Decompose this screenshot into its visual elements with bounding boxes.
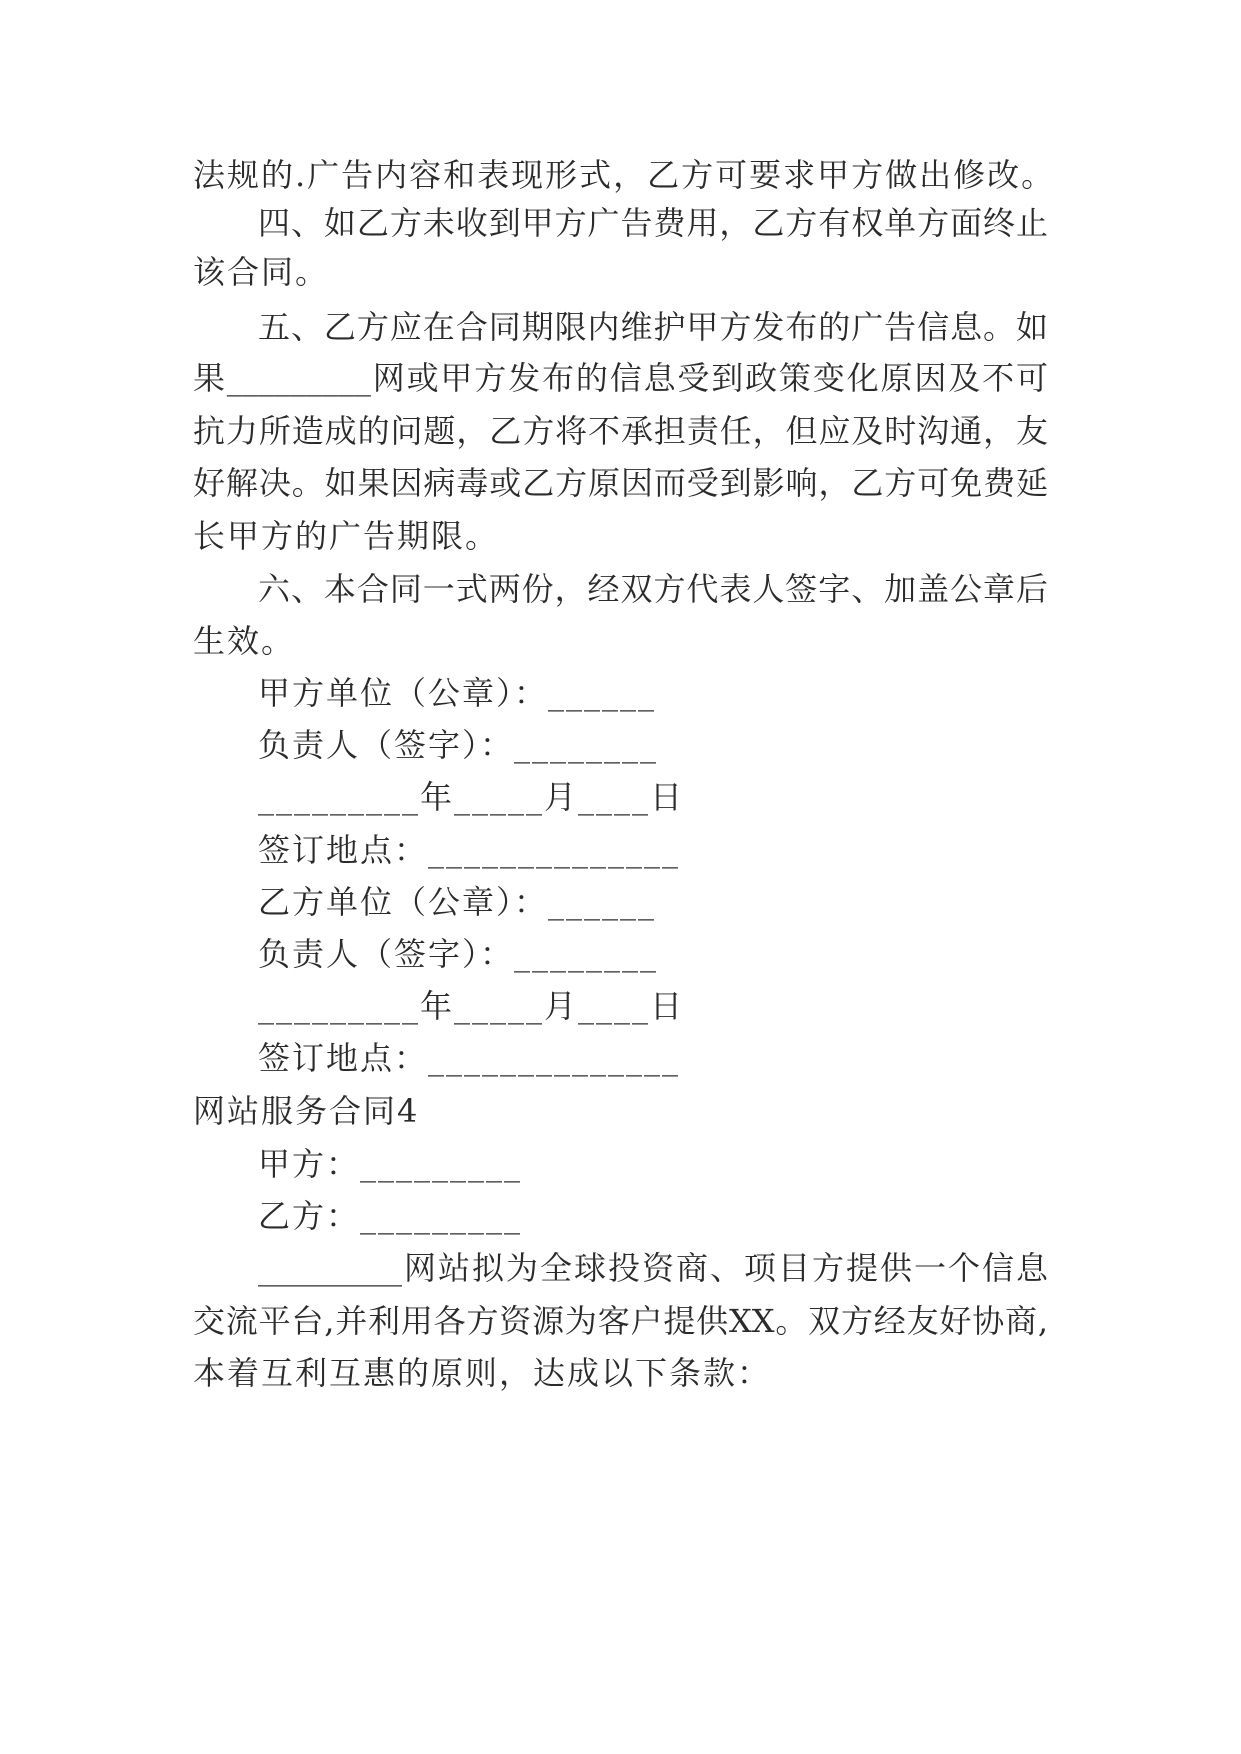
paragraph-line: 法规的.广告内容和表现形式，乙方可要求甲方做出修改。 [193,156,1056,194]
party-b-unit-field: 乙方单位（公章）：______ [258,883,657,921]
party-a-signer-field: 负责人（签字）：________ [258,726,659,764]
contract-heading: 网站服务合同4 [193,1092,420,1130]
paragraph-line: 交流平台,并利用各方资源为客户提供XX。双方经友好协商, [193,1302,1048,1340]
party-b-field: 乙方：_________ [258,1197,523,1235]
party-a-unit-field: 甲方单位（公章）：______ [258,674,657,712]
clause-six-line: 六、本合同一式两份，经双方代表人签字、加盖公章后 [258,570,1048,608]
party-a-field: 甲方：_________ [258,1145,523,1183]
party-b-place-field: 签订地点：______________ [258,1039,681,1077]
intro-line: _________网站拟为全球投资商、项目方提供一个信息 [258,1249,1048,1287]
paragraph-line: 该合同。 [193,253,330,291]
party-b-signer-field: 负责人（签字）：________ [258,935,659,973]
party-b-date-field: _________年_____月____日 [258,987,685,1025]
party-a-date-field: _________年_____月____日 [258,778,685,816]
clause-four-line: 四、如乙方未收到甲方广告费用，乙方有权单方面终止 [258,204,1048,242]
paragraph-line: 抗力所造成的问题，乙方将不承担责任，但应及时沟通，友 [193,412,1048,450]
paragraph-line: 生效。 [193,622,296,660]
party-a-place-field: 签订地点：______________ [258,831,681,869]
paragraph-line: 长甲方的广告期限。 [193,517,500,555]
clause-five-line: 五、乙方应在合同期限内维护甲方发布的广告信息。如 [258,308,1048,346]
paragraph-line: 好解决。如果因病毒或乙方原因而受到影响，乙方可免费延 [193,464,1048,502]
paragraph-line: 本着互利互惠的原则，达成以下条款： [193,1354,772,1392]
paragraph-line: 果_________网或甲方发布的信息受到政策变化原因及不可 [193,359,1048,397]
